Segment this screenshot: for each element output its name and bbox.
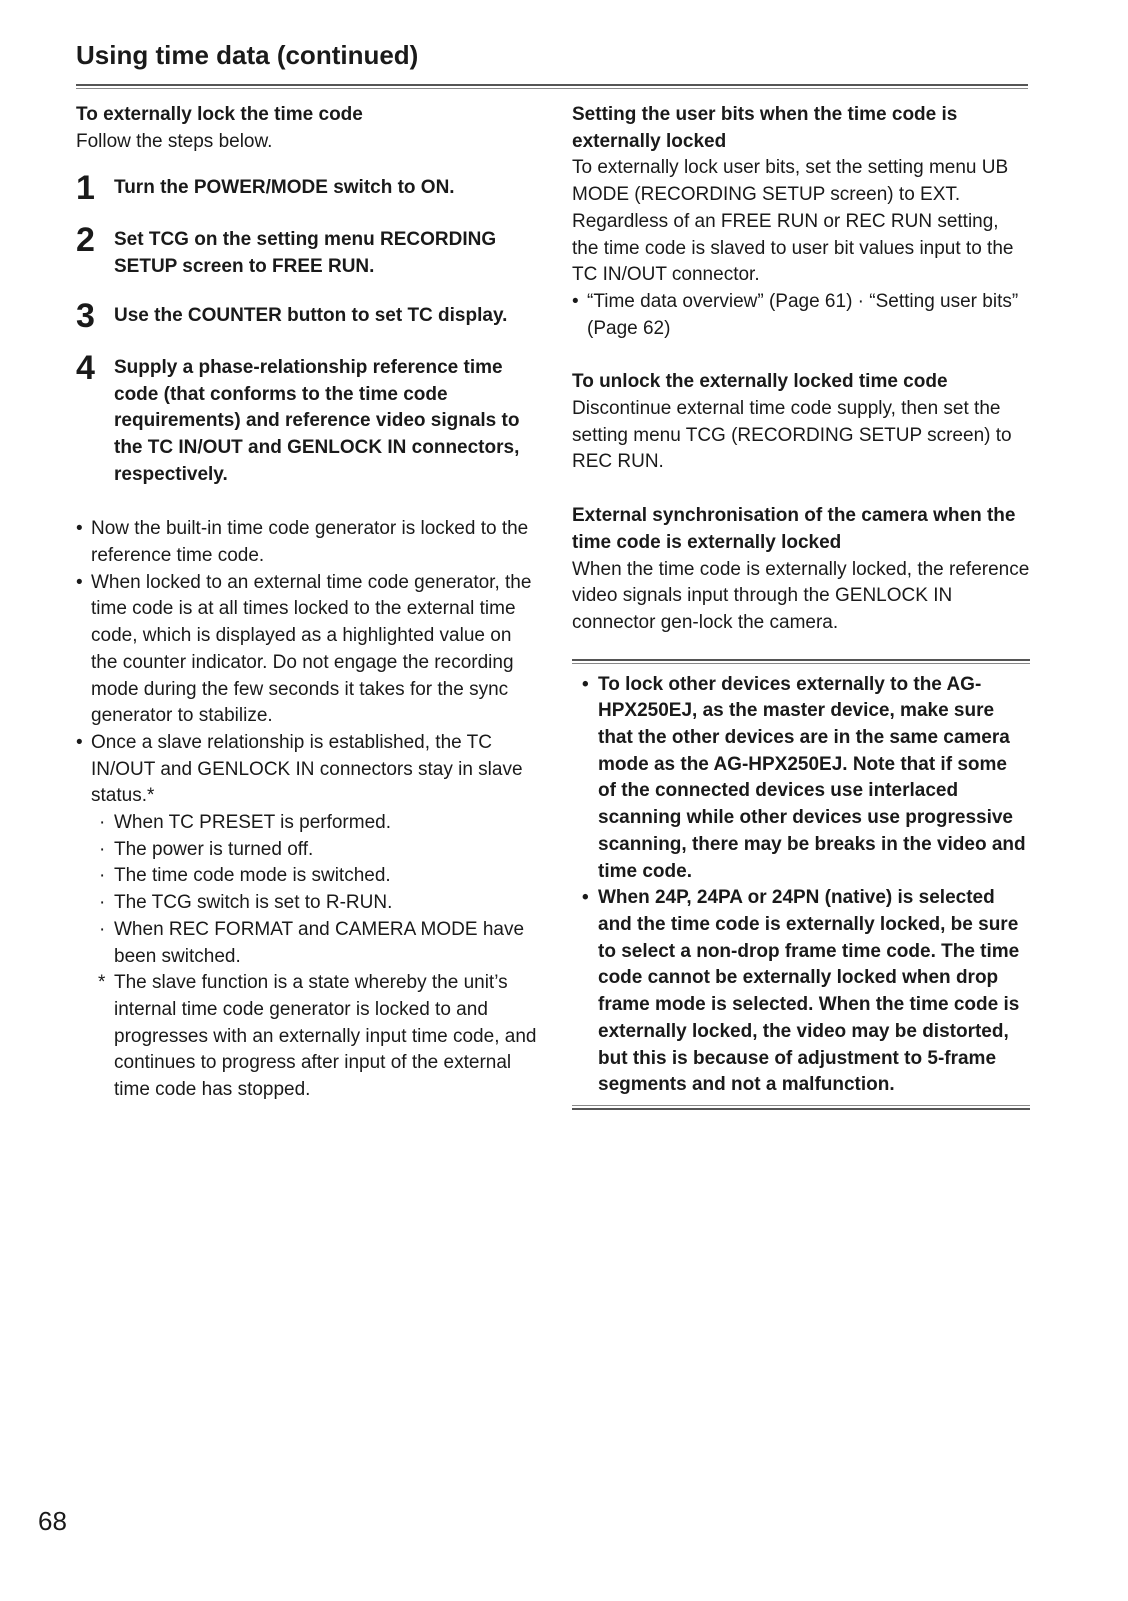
dot-marker: · <box>99 865 106 887</box>
right-column <box>572 102 1030 1110</box>
title-rule-thin <box>76 88 1028 89</box>
sub-item-text: When TC PRESET is performed. <box>114 812 392 834</box>
dot-marker: · <box>99 892 106 914</box>
sub-list-item <box>76 917 542 970</box>
step-text: Supply a phase-relationship reference time code (that conforms to the time code requirements) and reference video signals to the TC IN/OUT and GENLOCK IN connectors, respectively. <box>114 356 520 485</box>
dot-marker: · <box>99 812 106 834</box>
asterisk-marker: * <box>98 972 106 994</box>
sub-list-item <box>76 837 542 864</box>
step-2 <box>76 221 542 280</box>
list-item: • When locked to an external time code generator, the time code is at all times locked to the external time code, which is displayed as a highlighted value on the counter indicator. Do not engage the recording mode during the few seconds it takes for the sync generator to stabilize. <box>76 570 542 730</box>
title-rule <box>76 84 1028 86</box>
caution-item: • When 24P, 24PA or 24PN (native) is selected and the time code is externally locked, be sure to select a non-drop frame time code. The time code cannot be externally locked when drop frame mode is selected. When the time code is externally locked, the video may be distorted, but this is because of adjustment to 5-frame segments and not a malfunction. <box>582 885 1030 1099</box>
list-item: • Once a slave relationship is established, the TC IN/OUT and GENLOCK IN connectors stay in slave status.* <box>76 730 542 810</box>
left-column <box>76 102 542 1104</box>
dot-marker: · <box>99 838 106 860</box>
section-heading-external-lock: To externally lock the time code <box>76 104 363 125</box>
external-sync-body: When the time code is externally locked, the reference video signals input through the GENLOCK IN connector gen-lock the camera. <box>572 558 1030 633</box>
step-text: Turn the POWER/MODE switch to ON. <box>114 177 455 199</box>
sub-list-item <box>76 810 542 837</box>
footnote <box>76 970 542 1104</box>
step-4 <box>76 348 542 489</box>
sub-item-text: The TCG switch is set to R-RUN. <box>114 892 393 914</box>
intro-text: Follow the steps below. <box>76 130 273 152</box>
sub-item-text: The power is turned off. <box>114 838 314 860</box>
caution-box <box>572 664 1030 1105</box>
caution-list <box>582 672 1030 1099</box>
step-text: Set TCG on the setting menu RECORDING SETUP screen to FREE RUN. <box>114 229 497 278</box>
sub-list-item <box>76 890 542 917</box>
caution-item: • To lock other devices externally to the AG-HPX250EJ, as the master device, make sure that the other devices are in the same camera mode as the AG-HPX250EJ. Note that if some of the connected devices use interlaced scanning while other devices use progressive scanning, there may be breaks in the video and time code. <box>582 672 1030 886</box>
notes-list <box>76 516 542 810</box>
step-number: 4 <box>76 348 95 387</box>
step-number: 3 <box>76 296 95 335</box>
page-title: Using time data (continued) <box>76 40 419 70</box>
sub-list-item <box>76 863 542 890</box>
unlock-body: Discontinue external time code supply, then set the setting menu TCG (RECORDING SETUP screen) to REC RUN. <box>572 398 1012 473</box>
page-reference: • “Time data overview” (Page 61) · “Setting user bits” (Page 62) <box>572 289 1030 342</box>
reference-list <box>572 289 1030 342</box>
page-number: 68 <box>38 1506 67 1536</box>
step-number: 1 <box>76 169 95 208</box>
section-heading-external-sync: External synchronisation of the camera when the time code is externally locked <box>572 505 1016 553</box>
step-1 <box>76 169 542 208</box>
step-number: 2 <box>76 221 95 260</box>
caution-bottom-rule <box>572 1105 1030 1110</box>
step-text: Use the COUNTER button to set TC display. <box>114 304 508 326</box>
section-heading-user-bits: Setting the user bits when the time code is externally locked <box>572 104 958 152</box>
step-3 <box>76 296 542 335</box>
section-heading-unlock: To unlock the externally locked time code <box>572 371 948 393</box>
list-item: • Now the built-in time code generator is locked to the reference time code. <box>76 516 542 569</box>
user-bits-body: To externally lock user bits, set the setting menu UB MODE (RECORDING SETUP screen) to EXT. Regardless of an FREE RUN or REC RUN setting, the time code is slaved to user bit values input to the TC IN/OUT connector. <box>572 157 1014 286</box>
sub-item-text: When REC FORMAT and CAMERA MODE have been switched. <box>114 918 525 967</box>
dot-marker: · <box>99 918 106 940</box>
sub-item-text: The time code mode is switched. <box>114 865 391 887</box>
footnote-text: The slave function is a state whereby the unit’s internal time code generator is locked to and progresses with an externally input time code, and continues to progress after input of the external time code has stopped. <box>114 972 537 1101</box>
